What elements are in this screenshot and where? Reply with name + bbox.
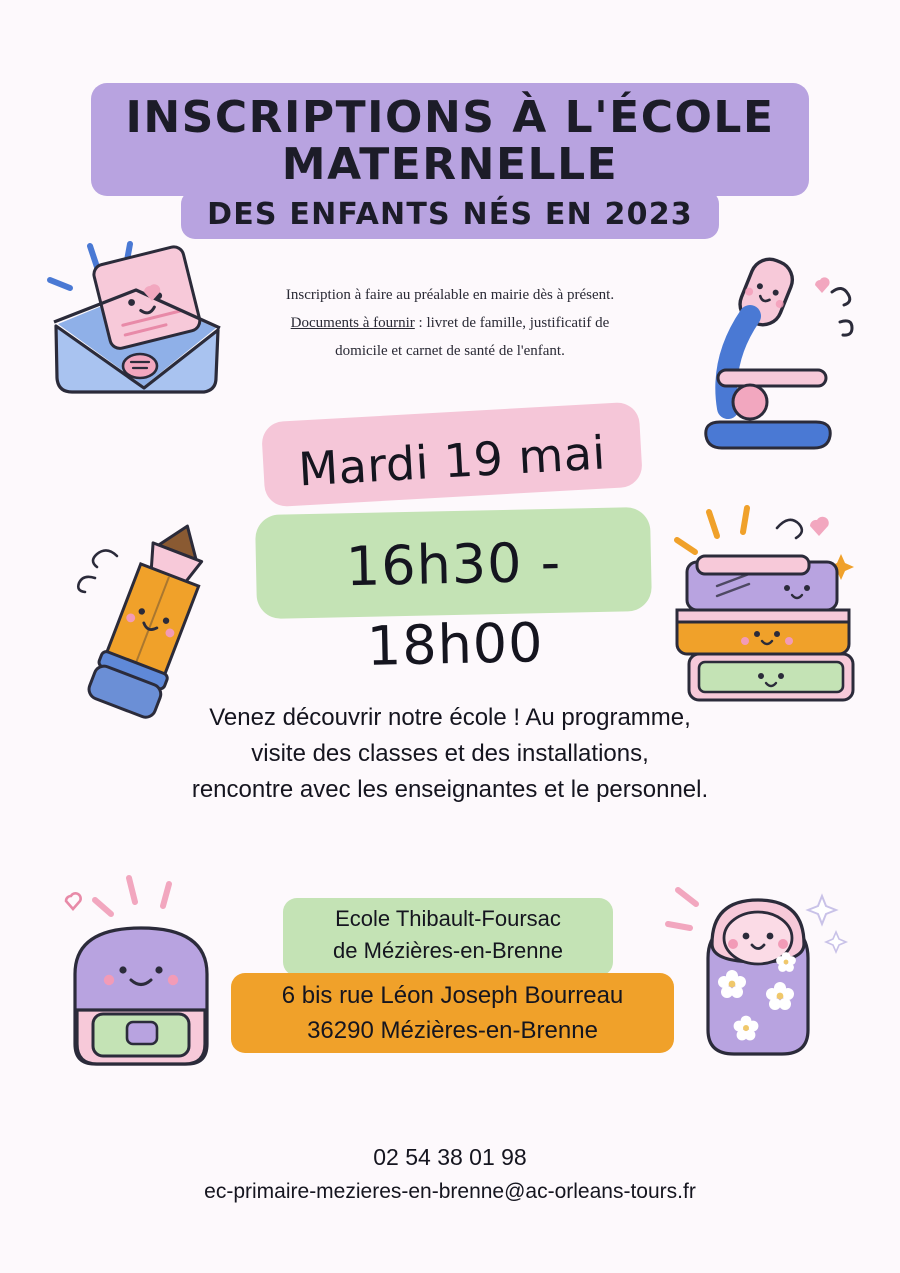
registration-info-line-3: domicile et carnet de santé de l'enfant. bbox=[335, 342, 565, 359]
description-text bbox=[120, 700, 780, 808]
registration-info-line-2 bbox=[250, 310, 650, 338]
registration-info-line-1: Inscription à faire au préalable en mairie dès à présent. bbox=[285, 287, 615, 303]
documents-label: Documents à fournir bbox=[290, 314, 415, 331]
title-line-3: DES ENFANTS NÉS EN 2023 bbox=[207, 197, 693, 233]
phone-number: 02 54 38 01 98 bbox=[373, 1144, 527, 1170]
email-address: ec-primaire-mezieres-en-brenne@ac-orleans-tours.fr bbox=[204, 1179, 696, 1203]
description-line-2: visite des classes et des installations, bbox=[251, 740, 649, 767]
description-line-1: Venez découvrir notre école ! Au programme, bbox=[209, 704, 691, 731]
title-line-2: MATERNELLE bbox=[281, 138, 619, 190]
address-line-2: 36290 Mézières-en-Brenne bbox=[307, 1016, 598, 1044]
pencil-illustration bbox=[55, 520, 225, 730]
school-name-line-1: Ecole Thibault-Foursac bbox=[335, 906, 561, 931]
contact-block bbox=[0, 1140, 900, 1208]
registration-info bbox=[250, 282, 650, 365]
school-name-text bbox=[283, 903, 613, 967]
date-text: Mardi 19 mai bbox=[296, 425, 608, 497]
envelope-letter-illustration bbox=[40, 240, 240, 415]
documents-text: : livret de famille, justificatif de bbox=[414, 314, 610, 331]
swaddled-baby-illustration bbox=[660, 862, 860, 1082]
backpack-illustration bbox=[35, 862, 250, 1092]
address-line-1: 6 bis rue Léon Joseph Bourreau bbox=[281, 982, 624, 1009]
description-line-3: rencontre avec les enseignantes et le personnel. bbox=[191, 776, 709, 803]
title-banner-primary bbox=[91, 83, 808, 196]
title-line-1: INSCRIPTIONS À L'ÉCOLE bbox=[125, 92, 775, 143]
address-text bbox=[231, 979, 674, 1049]
time-text: 16h30 - 18h00 bbox=[345, 530, 562, 678]
title-banner-secondary bbox=[181, 190, 719, 239]
stacked-books-illustration bbox=[665, 500, 875, 730]
school-name-line-2: de Mézières-en-Brenne bbox=[333, 937, 563, 963]
microscope-illustration bbox=[690, 250, 870, 480]
page-title bbox=[0, 83, 900, 239]
